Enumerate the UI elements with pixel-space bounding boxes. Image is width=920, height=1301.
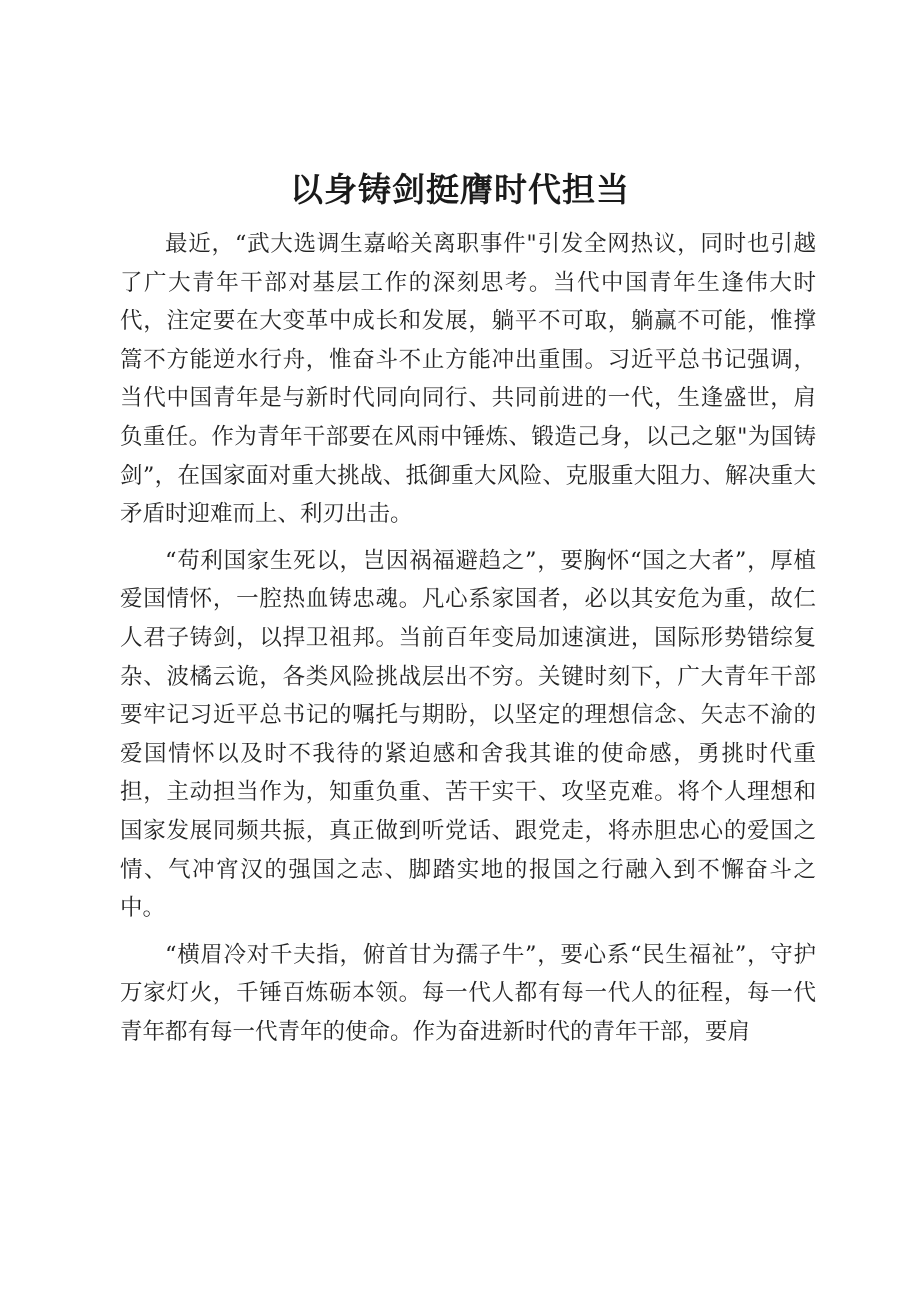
- paragraph: “横眉冷对千夫指，俯首甘为孺子牛”，要心系“民生福祉”，守护万家灯火，千锤百炼砺本领。每一代人都有每一代人的征程，每一代青年都有每一代青年的使命。作为奋进新时代的青年干部，要肩: [120, 941, 816, 1045]
- paragraph: “苟利国家生死以，岂因祸福避趋之”，要胸怀“国之大者”，厚植爱国情怀，一腔热血铸忠魂。凡心系家国者，必以其安危为重，故仁人君子铸剑，以捍卫祖邦。当前百年变局加速演进，国际形势错综复杂、波橘云诡，各类风险挑战层出不穷。关键时刻下，广大青年干部要牢记习近平总书记的嘱托与期盼，以坚定的理想信念、矢志不渝的爱国情怀以及时不我待的紧迫感和舍我其谁的使命感，勇挑时代重担，主动担当作为，知重负重、苦干实干、攻坚克难。将个人理想和国家发展同频共振，真正做到听党话、跟党走，将赤胆忠心的爱国之情、气冲宵汉的强国之志、脚踏实地的报国之行融入到不懈奋斗之中。: [120, 547, 816, 922]
- document-body: [120, 225, 816, 1059]
- document-title: 以身铸剑挺膺时代担当: [290, 170, 630, 209]
- paragraph: 最近，“武大选调生嘉峪关离职事件"引发全网热议，同时也引越了广大青年干部对基层工作的深刻思考。当代中国青年生逢伟大时代，注定要在大变革中成长和发展，躺平不可取，躺赢不可能，惟撑篙不方能逆水行舟，惟奋斗不止方能冲出重围。习近平总书记强调，当代中国青年是与新时代同向同行、共同前进的一代，生逢盛世，肩负重任。作为青年干部要在风雨中锤炼、锻造己身，以己之躯"为国铸剑”，在国家面对重大挑战、抵御重大风险、克服重大阻力、解决重大矛盾时迎难而上、利刃出击。: [120, 231, 816, 528]
